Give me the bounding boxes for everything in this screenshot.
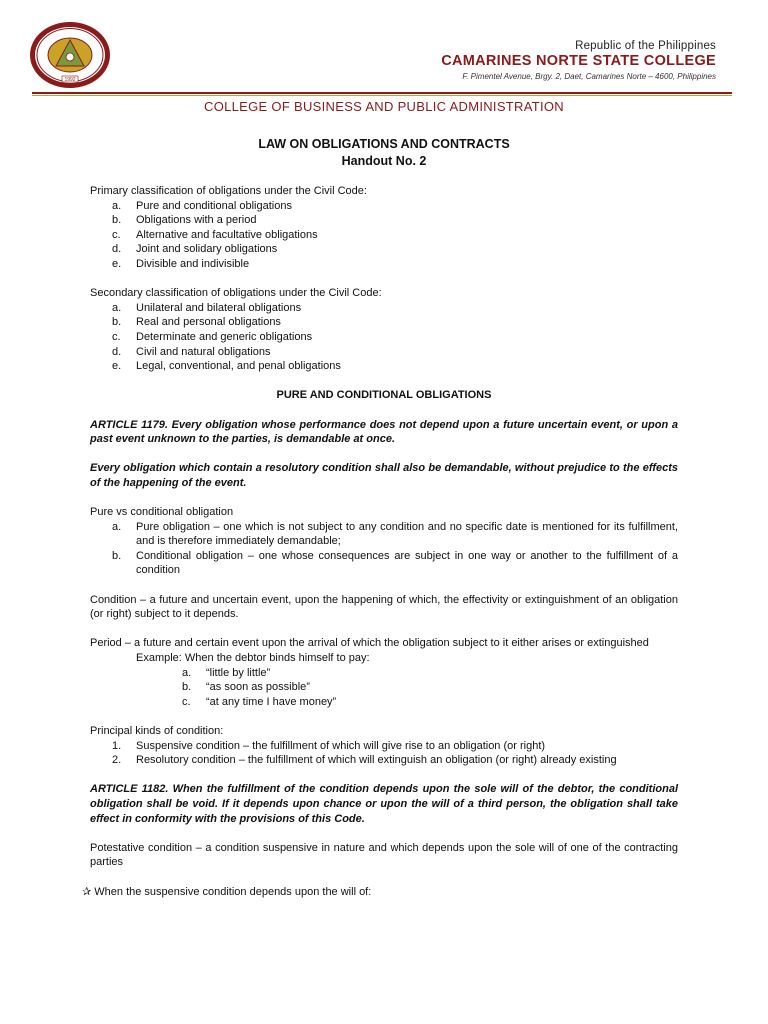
- list-item: b. Real and personal obligations: [112, 316, 281, 329]
- institution-address: F. Pimentel Avenue, Brgy. 2, Daet, Camarines Norte – 4600, Philippines: [462, 72, 716, 81]
- list-item: e. Legal, conventional, and penal obligations: [112, 360, 341, 373]
- college-seal-logo: [28, 20, 112, 90]
- period-definition: Period – a future and certain event upon the arrival of which the obligation subject to it either arises or extinguished: [90, 637, 649, 650]
- star-bullet-icon: ✰: [82, 885, 92, 898]
- svg-text:1992: 1992: [64, 77, 76, 83]
- handout-body: [82, 136, 678, 899]
- list-item: b. “as soon as possible”: [182, 681, 310, 694]
- list-item: c. “at any time I have money”: [182, 695, 337, 708]
- list-item: a. Pure and conditional obligations: [112, 199, 292, 212]
- list-item: 2. Resolutory condition – the fulfillment of which will extinguish an obligation (or right) already existing: [112, 754, 617, 767]
- institution-name: CAMARINES NORTE STATE COLLEGE: [441, 53, 716, 69]
- letterhead: [0, 0, 768, 96]
- list-item: a. Pure obligation – one which is not subject to any condition and no specific date is mentioned for its fulfillment, and is therefore immediately demandable;: [112, 520, 678, 548]
- list-item: d. Civil and natural obligations: [112, 345, 271, 358]
- list-item: b. Obligations with a period: [112, 214, 257, 227]
- list-item: 1. Suspensive condition – the fulfillment of which will give rise to an obligation (or right): [112, 739, 546, 752]
- list-item: c. Alternative and facultative obligations: [112, 228, 318, 241]
- secondary-list: [90, 301, 678, 374]
- principal-list: [90, 739, 678, 768]
- condition-definition: Condition – a future and uncertain event, upon the happening of which, the effectivity or extinguishment of an obligation (or right) subject to it depends.: [90, 593, 678, 621]
- doc-title: LAW ON OBLIGATIONS AND CONTRACTS: [258, 137, 510, 151]
- primary-intro: Primary classification of obligations under the Civil Code:: [90, 185, 367, 197]
- list-item: a. Unilateral and bilateral obligations: [112, 301, 302, 314]
- primary-list: [90, 199, 678, 272]
- example-list: [90, 666, 678, 710]
- republic-label: Republic of the Philippines: [575, 40, 716, 52]
- list-item: c. Determinate and generic obligations: [112, 330, 313, 343]
- principal-intro: Principal kinds of condition:: [90, 724, 224, 737]
- list-item: d. Joint and solidary obligations: [112, 243, 278, 256]
- section-heading: PURE AND CONDITIONAL OBLIGATIONS: [276, 389, 492, 402]
- header-divider: [32, 92, 732, 94]
- secondary-intro: Secondary classification of obligations under the Civil Code:: [90, 287, 382, 300]
- article-1179-paragraph-2: Every obligation which contain a resolutory condition shall also be demandable, without prejudice to the effects of the happening of the event.: [90, 462, 678, 489]
- suspensive-will-line: ✰ When the suspensive condition depends upon the will of:: [82, 885, 372, 898]
- doc-subtitle: Handout No. 2: [341, 154, 427, 168]
- institution-block: [441, 40, 716, 81]
- list-item: a. “little by little”: [182, 666, 271, 679]
- pure-vs-list: [90, 520, 678, 578]
- pure-vs-intro: Pure vs conditional obligation: [90, 506, 234, 519]
- list-item: e. Divisible and indivisible: [112, 257, 250, 270]
- list-item: b. Conditional obligation – one whose consequences are subject in one way or another to the fulfillment of a condition: [112, 549, 678, 577]
- college-name: COLLEGE OF BUSINESS AND PUBLIC ADMINISTRATION: [204, 99, 564, 114]
- article-1182: ARTICLE 1182. When the fulfillment of the condition depends upon the sole will of the debtor, the conditional obligation shall be void. If it depends upon chance or upon the will of a third person, the obligation shall take effect in conformity with the provisions of this Code.: [90, 783, 678, 825]
- potestative-definition: Potestative condition – a condition suspensive in nature and which depends upon the sole will of one of the contracting parties: [90, 841, 678, 869]
- header-divider-accent: [32, 95, 732, 96]
- example-intro: Example: When the debtor binds himself to pay:: [136, 652, 370, 664]
- article-1179: ARTICLE 1179. Every obligation whose performance does not depend upon a future uncertain event, or upon a past event unknown to the parties, is demandable at once.: [90, 418, 678, 446]
